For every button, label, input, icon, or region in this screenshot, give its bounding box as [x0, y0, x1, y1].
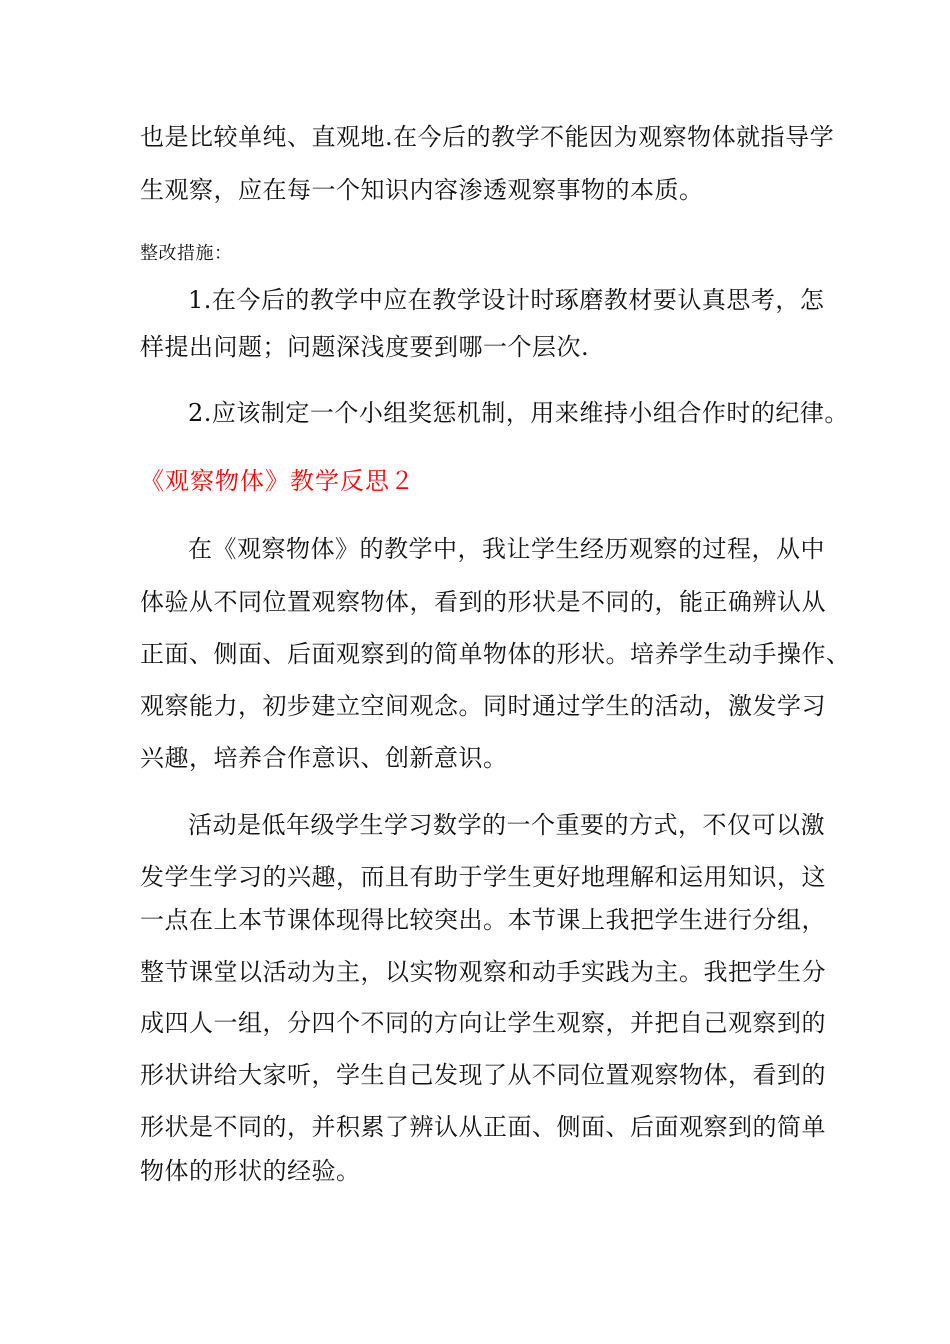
para2-line-4: 整节课堂以活动为主，以实物观察和动手实践为主。我把学生分: [140, 958, 826, 986]
para2-line-5: 成四人一组，分四个不同的方向让学生观察，并把自己观察到的: [140, 1009, 826, 1037]
measure-1-line-2: 样提出问题；问题深浅度要到哪一个层次.: [140, 333, 590, 361]
para2-line-7: 形状是不同的，并积累了辨认从正面、侧面、后面观察到的简单: [140, 1113, 826, 1141]
para1-line-5: 兴趣，培养合作意识、创新意识。: [140, 744, 508, 772]
para1-line-4: 观察能力，初步建立空间观念。同时通过学生的活动，激发学习: [140, 692, 826, 720]
measures-label: 整改措施：: [140, 243, 233, 264]
intro-line-2: 生观察，应在每一个知识内容渗透观察事物的本质。: [140, 176, 704, 204]
para2-line-1: 活动是低年级学生学习数学的一个重要的方式，不仅可以激: [188, 811, 825, 839]
intro-line-1: 也是比较单纯、直观地.在今后的教学不能因为观察物体就指导学: [140, 123, 835, 151]
para2-line-3: 一点在上本节课体现得比较突出。本节课上我把学生进行分组，: [140, 906, 826, 934]
para1-line-1: 在《观察物体》的教学中，我让学生经历观察的过程，从中: [188, 535, 825, 563]
para2-line-6: 形状讲给大家听，学生自己发现了从不同位置观察物体，看到的: [140, 1061, 826, 1089]
para2-line-8: 物体的形状的经验。: [140, 1157, 361, 1185]
measure-2-line-1: 2.应该制定一个小组奖惩机制，用来维持小组合作时的纪律。: [188, 399, 849, 427]
para2-line-2: 发学生学习的兴趣，而且有助于学生更好地理解和运用知识，这: [140, 863, 826, 891]
para1-line-3: 正面、侧面、后面观察到的简单物体的形状。培养学生动手操作、: [140, 640, 851, 668]
section-title: 《观察物体》教学反思２: [140, 467, 415, 495]
measure-1-line-1: 1.在今后的教学中应在教学设计时琢磨教材要认真思考，怎: [188, 286, 825, 314]
para1-line-2: 体验从不同位置观察物体，看到的形状是不同的，能正确辨认从: [140, 588, 826, 616]
